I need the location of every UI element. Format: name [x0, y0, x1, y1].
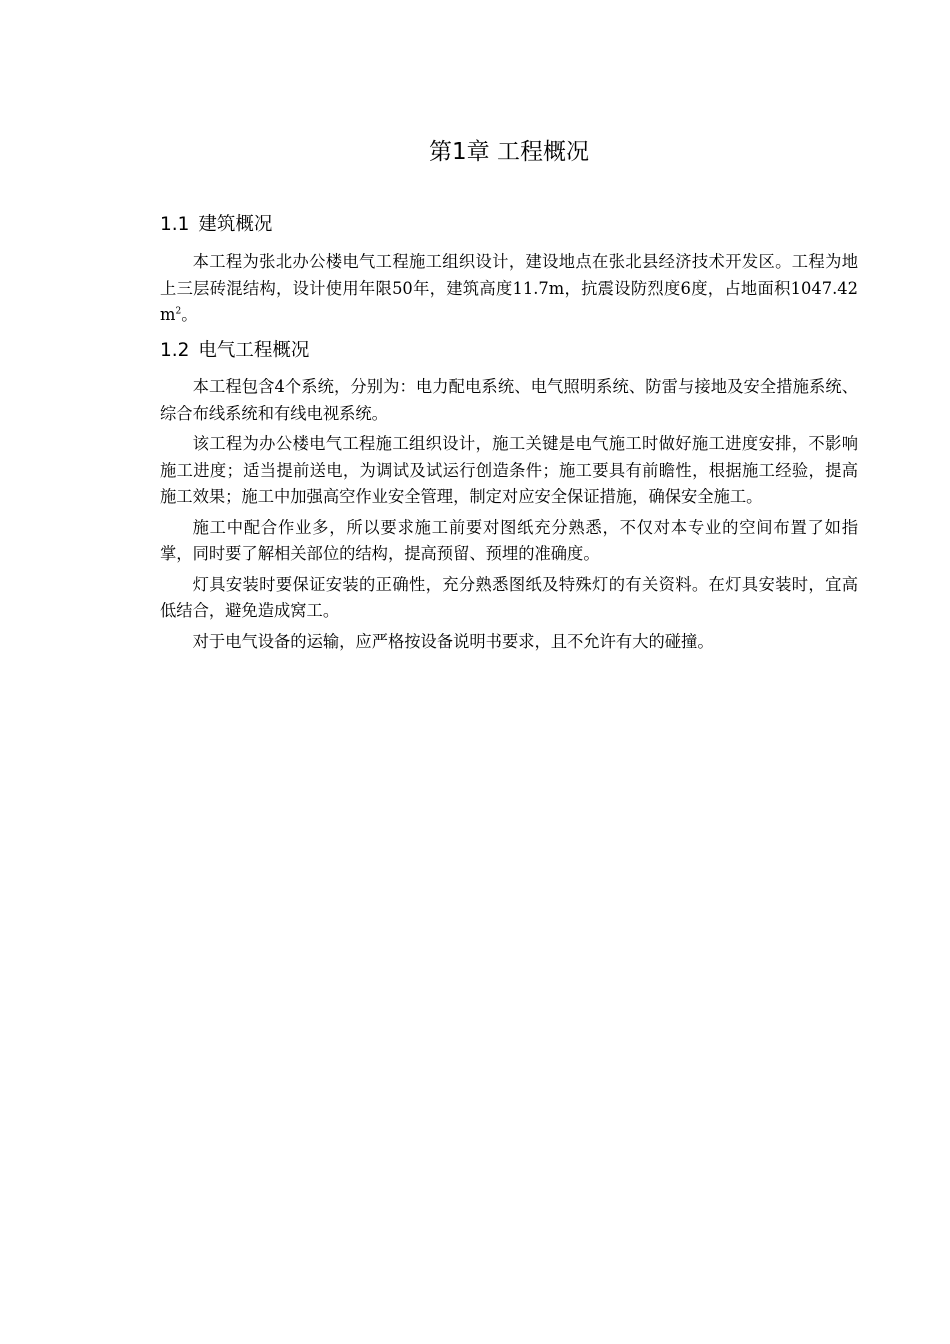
section-heading-electrical-overview: [160, 338, 309, 364]
section-number: 1.1: [160, 214, 190, 235]
paragraph: [160, 249, 858, 329]
paragraph: 施工中配合作业多，所以要求施工前要对图纸充分熟悉，不仅对本专业的空间布置了如指掌，同时要了解相关部位的结构，提高预留、预埋的准确度。: [160, 517, 858, 563]
paragraph-end-punctuation: 。: [181, 305, 198, 324]
area-unit-superscript: 2: [175, 306, 182, 317]
paragraph: 对于电气设备的运输，应严格按设备说明书要求，且不允许有大的碰撞。: [192, 631, 714, 651]
paragraph: 本工程包含4个系统，分别为：电力配电系统、电气照明系统、防雷与接地及安全措施系统、综合布线系统和有线电视系统。: [160, 377, 858, 423]
paragraph: 灯具安装时要保证安装的正确性，充分熟悉图纸及特殊灯的有关资料。在灯具安装时，宜高低结合，避免造成窝工。: [160, 574, 858, 620]
paragraph-text: 本工程为张北办公楼电气工程施工组织设计，建设地点在张北县经济技术开发区。工程为地上三层砖混结构，设计使用年限50年，建筑高度11.7m，抗震设防烈度6度，占地面积1047.42m: [160, 252, 858, 324]
section-body-building-overview: [160, 249, 858, 333]
section-heading-building-overview: [160, 212, 272, 238]
section-title: 建筑概况: [198, 214, 273, 235]
section-number: 1.2: [160, 340, 190, 361]
section-title: 电气工程概况: [198, 340, 310, 361]
section-body-electrical-overview: [160, 374, 858, 659]
paragraph: 该工程为办公楼电气工程施工组织设计，施工关键是电气施工时做好施工进度安排，不影响施工进度；适当提前送电，为调试及试运行创造条件；施工要具有前瞻性，根据施工经验，提高施工效果；施工中加强高空作业安全管理，制定对应安全保证措施，确保安全施工。: [160, 434, 858, 506]
chapter-title: 第1章 工程概况: [429, 139, 589, 165]
